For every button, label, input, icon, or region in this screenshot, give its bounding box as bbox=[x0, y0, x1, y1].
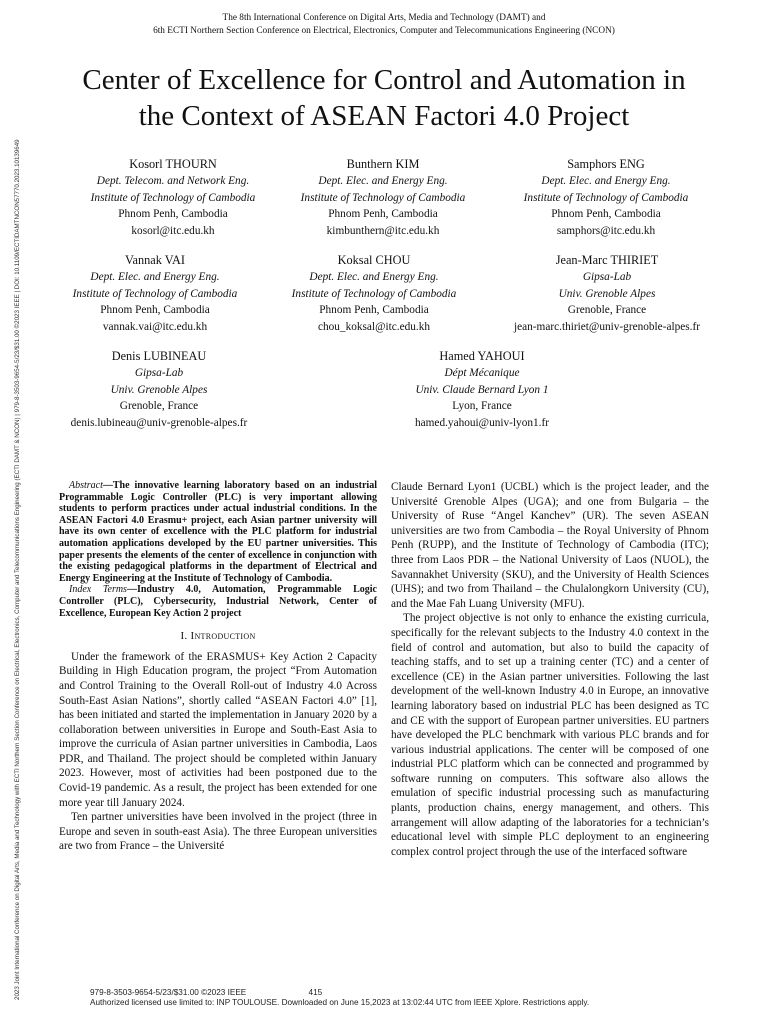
index-terms-text: —Industry 4.0, Automation, Programmable Logic Controller (PLC), Cybersecurity, Industrial Network, Center of Excellence, European Key Action 2 project bbox=[59, 584, 377, 619]
author-city: Phnom Penh, Cambodia bbox=[319, 304, 429, 317]
section-numeral: I. bbox=[180, 630, 188, 643]
author-dept: Dept. Elec. and Energy Eng. bbox=[541, 175, 671, 188]
abstract bbox=[59, 480, 377, 584]
body-paragraph: The project objective is not only to enhance the existing curricula, specifically for the relevant subjects to the Industry 4.0 context in the field of control and automation, but also to build the capacity of teaching staffs, and to set up a training center (TC) and a center of excellence (CE) in the Asian partner universities. Following the last development of the well-known Industry 4.0 in Europe, an innovative learning laboratory based on industrial PLC has been designed as TC and CE with the support of European partner universities. EU partners have developed the PLC benchmark with various PLC brands and for various industrial applications. The center will be composed of one industrial PLC platform which can be connected and programmed by software running on computers. This software also allows the emulation of specific industrial processing such as manufacturing plants, production chains, energy management, and others. This arrangement will allow adapting of the laboratories for a technician’s educational level with simple PLC deployment to an engineering complex control project through the use of the interfaced software bbox=[391, 612, 709, 858]
author-name: Hamed YAHOUI bbox=[439, 349, 525, 363]
author-name: Koksal CHOU bbox=[337, 253, 411, 267]
author-email[interactable]: vannak.vai@itc.edu.kh bbox=[102, 320, 208, 333]
author-name: Vannak VAI bbox=[124, 253, 185, 267]
author-dept: Gipsa-Lab bbox=[582, 271, 632, 284]
conference-header-line-1: The 8th International Conference on Digital Arts, Media and Technology (DAMT) and bbox=[222, 13, 546, 23]
page-number: 415 bbox=[308, 988, 323, 997]
author-block bbox=[270, 252, 478, 335]
author-email[interactable]: chou_koksal@itc.edu.kh bbox=[317, 320, 431, 333]
author-city: Phnom Penh, Cambodia bbox=[328, 208, 438, 221]
author-block bbox=[490, 252, 724, 335]
author-email[interactable]: hamed.yahoui@univ-lyon1.fr bbox=[414, 416, 549, 429]
author-city: Grenoble, France bbox=[567, 304, 647, 317]
author-city: Lyon, France bbox=[452, 400, 512, 413]
author-dept: Gipsa-Lab bbox=[134, 367, 184, 380]
author-dept: Dept. Elec. and Energy Eng. bbox=[309, 271, 439, 284]
author-institution: Institute of Technology of Cambodia bbox=[291, 287, 457, 300]
author-email[interactable]: jean-marc.thiriet@univ-grenoble-alpes.fr bbox=[513, 320, 701, 333]
author-email[interactable]: denis.lubineau@univ-grenoble-alpes.fr bbox=[70, 416, 248, 429]
body-paragraph: Claude Bernard Lyon1 (UCBL) which is the project leader, and the Université Grenoble Alpes (UGA); and one from Bulgaria – the University of Ruse “Angel Kanchev” (UR). The seven ASEAN universities are two from Cambodia – the Royal University of Phnom Penh (RUPP), and the Institute of Technology of Cambodia (ITC); three from Laos PDR – the National University of Laos (NUOL), the Savannakhet University (SKU), and the University of Health Sciences (UHS); and two from Thailand – the Chulalongkorn University (CU), and the Mae Fah Luang University (MFU). bbox=[391, 481, 709, 610]
author-institution: Univ. Grenoble Alpes bbox=[110, 383, 208, 396]
index-terms bbox=[59, 584, 377, 619]
author-name: Bunthern KIM bbox=[346, 157, 420, 171]
conference-header-line-2: 6th ECTI Northern Section Conference on Electrical, Electronics, Computer and Telecommunications Engineering (NCON) bbox=[153, 26, 615, 36]
author-block bbox=[506, 156, 706, 239]
author-email[interactable]: kosorl@itc.edu.kh bbox=[131, 224, 215, 237]
page-footer bbox=[90, 988, 710, 1007]
author-dept: Dept. Elec. and Energy Eng. bbox=[318, 175, 448, 188]
author-email[interactable]: samphors@itc.edu.kh bbox=[556, 224, 656, 237]
author-institution: Institute of Technology of Cambodia bbox=[72, 287, 238, 300]
author-block bbox=[380, 348, 584, 431]
author-city: Grenoble, France bbox=[119, 400, 199, 413]
doi-side-strip: 2023 Joint International Conference on Digital Arts, Media and Technology with ECTI Northern Section Conference on Electrical, Electronics, Computer and Telecommunications Engineering (ECTI DAMT & NCON) | 979-8-3503-9654-5/23/$31.00 ©2023 IEEE | DOI: 10.1109/ECTIDAMTNCON57770.2023.10139649 bbox=[14, 139, 21, 1000]
author-block bbox=[58, 156, 288, 239]
author-dept: Dépt Mécanique bbox=[444, 367, 520, 380]
body-paragraph: Ten partner universities have been involved in the project (three in Europe and seven in south-east Asia). The three European universities are two from France – the Université bbox=[59, 811, 377, 853]
abstract-text: —The innovative learning laboratory based on an industrial Programmable Logic Controller (PLC) is very important allowing students to perform practices under actual industrial conditions. In the ASEAN Factori 4.0 Erasmu+ project, each Asian partner university will have its own center of excellence with the PLC platform for industrial automation applications developed by the EU partner universities. This paper presents the elements of the center of excellence in conjunction with the existing pedagogical platforms in the department of Electrical and Energy Engineering at the Institute of Technology of Cambodia. bbox=[59, 480, 377, 584]
left-column bbox=[59, 480, 377, 854]
author-name: Jean-Marc THIRIET bbox=[555, 253, 659, 267]
author-institution: Institute of Technology of Cambodia bbox=[90, 191, 256, 204]
author-email[interactable]: kimbunthern@itc.edu.kh bbox=[326, 224, 440, 237]
author-institution: Institute of Technology of Cambodia bbox=[523, 191, 689, 204]
paper-title-line-1: Center of Excellence for Control and Automation in bbox=[82, 64, 686, 96]
author-block bbox=[283, 156, 483, 239]
body-paragraph: Under the framework of the ERASMUS+ Key Action 2 Capacity Building in High Education program, the project “From Automation and Control Training to the Overall Roll-out of Industry 4.0 Across South-East Asian Nations”, shortly called “ASEAN Factori 4.0” [1], has been initiated and started the implementation in January 2020 by a collaboration between universities in Europe and South-East Asia to improve the curricula of Asian partner universities in Cambodia, Laos PDR, and Thailand. The project should be completed within January 2023. However, most of activities had been postponed due to the Covid-19 pandemic. As a result, the project has been extended for one more year till January 2024. bbox=[59, 650, 377, 809]
author-block bbox=[52, 348, 266, 431]
author-institution: Institute of Technology of Cambodia bbox=[300, 191, 466, 204]
abstract-lead: Abstract bbox=[69, 480, 103, 491]
author-name: Kosorl THOURN bbox=[129, 157, 217, 171]
author-city: Phnom Penh, Cambodia bbox=[551, 208, 661, 221]
paper-title bbox=[40, 62, 728, 134]
author-name: Denis LUBINEAU bbox=[111, 349, 207, 363]
footer-copyright: 979-8-3503-9654-5/23/$31.00 ©2023 IEEE bbox=[90, 988, 247, 997]
author-name: Samphors ENG bbox=[567, 157, 645, 171]
right-column bbox=[391, 480, 709, 859]
section-heading bbox=[59, 629, 377, 644]
index-terms-lead: Index Terms bbox=[69, 584, 127, 596]
author-dept: Dept. Telecom. and Network Eng. bbox=[96, 175, 250, 188]
author-dept: Dept. Elec. and Energy Eng. bbox=[90, 271, 220, 284]
section-title: Introduction bbox=[190, 630, 256, 643]
author-institution: Univ. Grenoble Alpes bbox=[558, 287, 656, 300]
author-city: Phnom Penh, Cambodia bbox=[100, 304, 210, 317]
conference-header bbox=[60, 12, 708, 38]
author-city: Phnom Penh, Cambodia bbox=[118, 208, 228, 221]
footer-license: Authorized licensed use limited to: INP TOULOUSE. Downloaded on June 15,2023 at 13:02:44 UTC from IEEE Xplore. Restrictions apply. bbox=[90, 998, 590, 1007]
author-block bbox=[40, 252, 270, 335]
paper-title-line-2: the Context of ASEAN Factori 4.0 Project bbox=[138, 100, 630, 132]
author-institution: Univ. Claude Bernard Lyon 1 bbox=[415, 383, 549, 396]
